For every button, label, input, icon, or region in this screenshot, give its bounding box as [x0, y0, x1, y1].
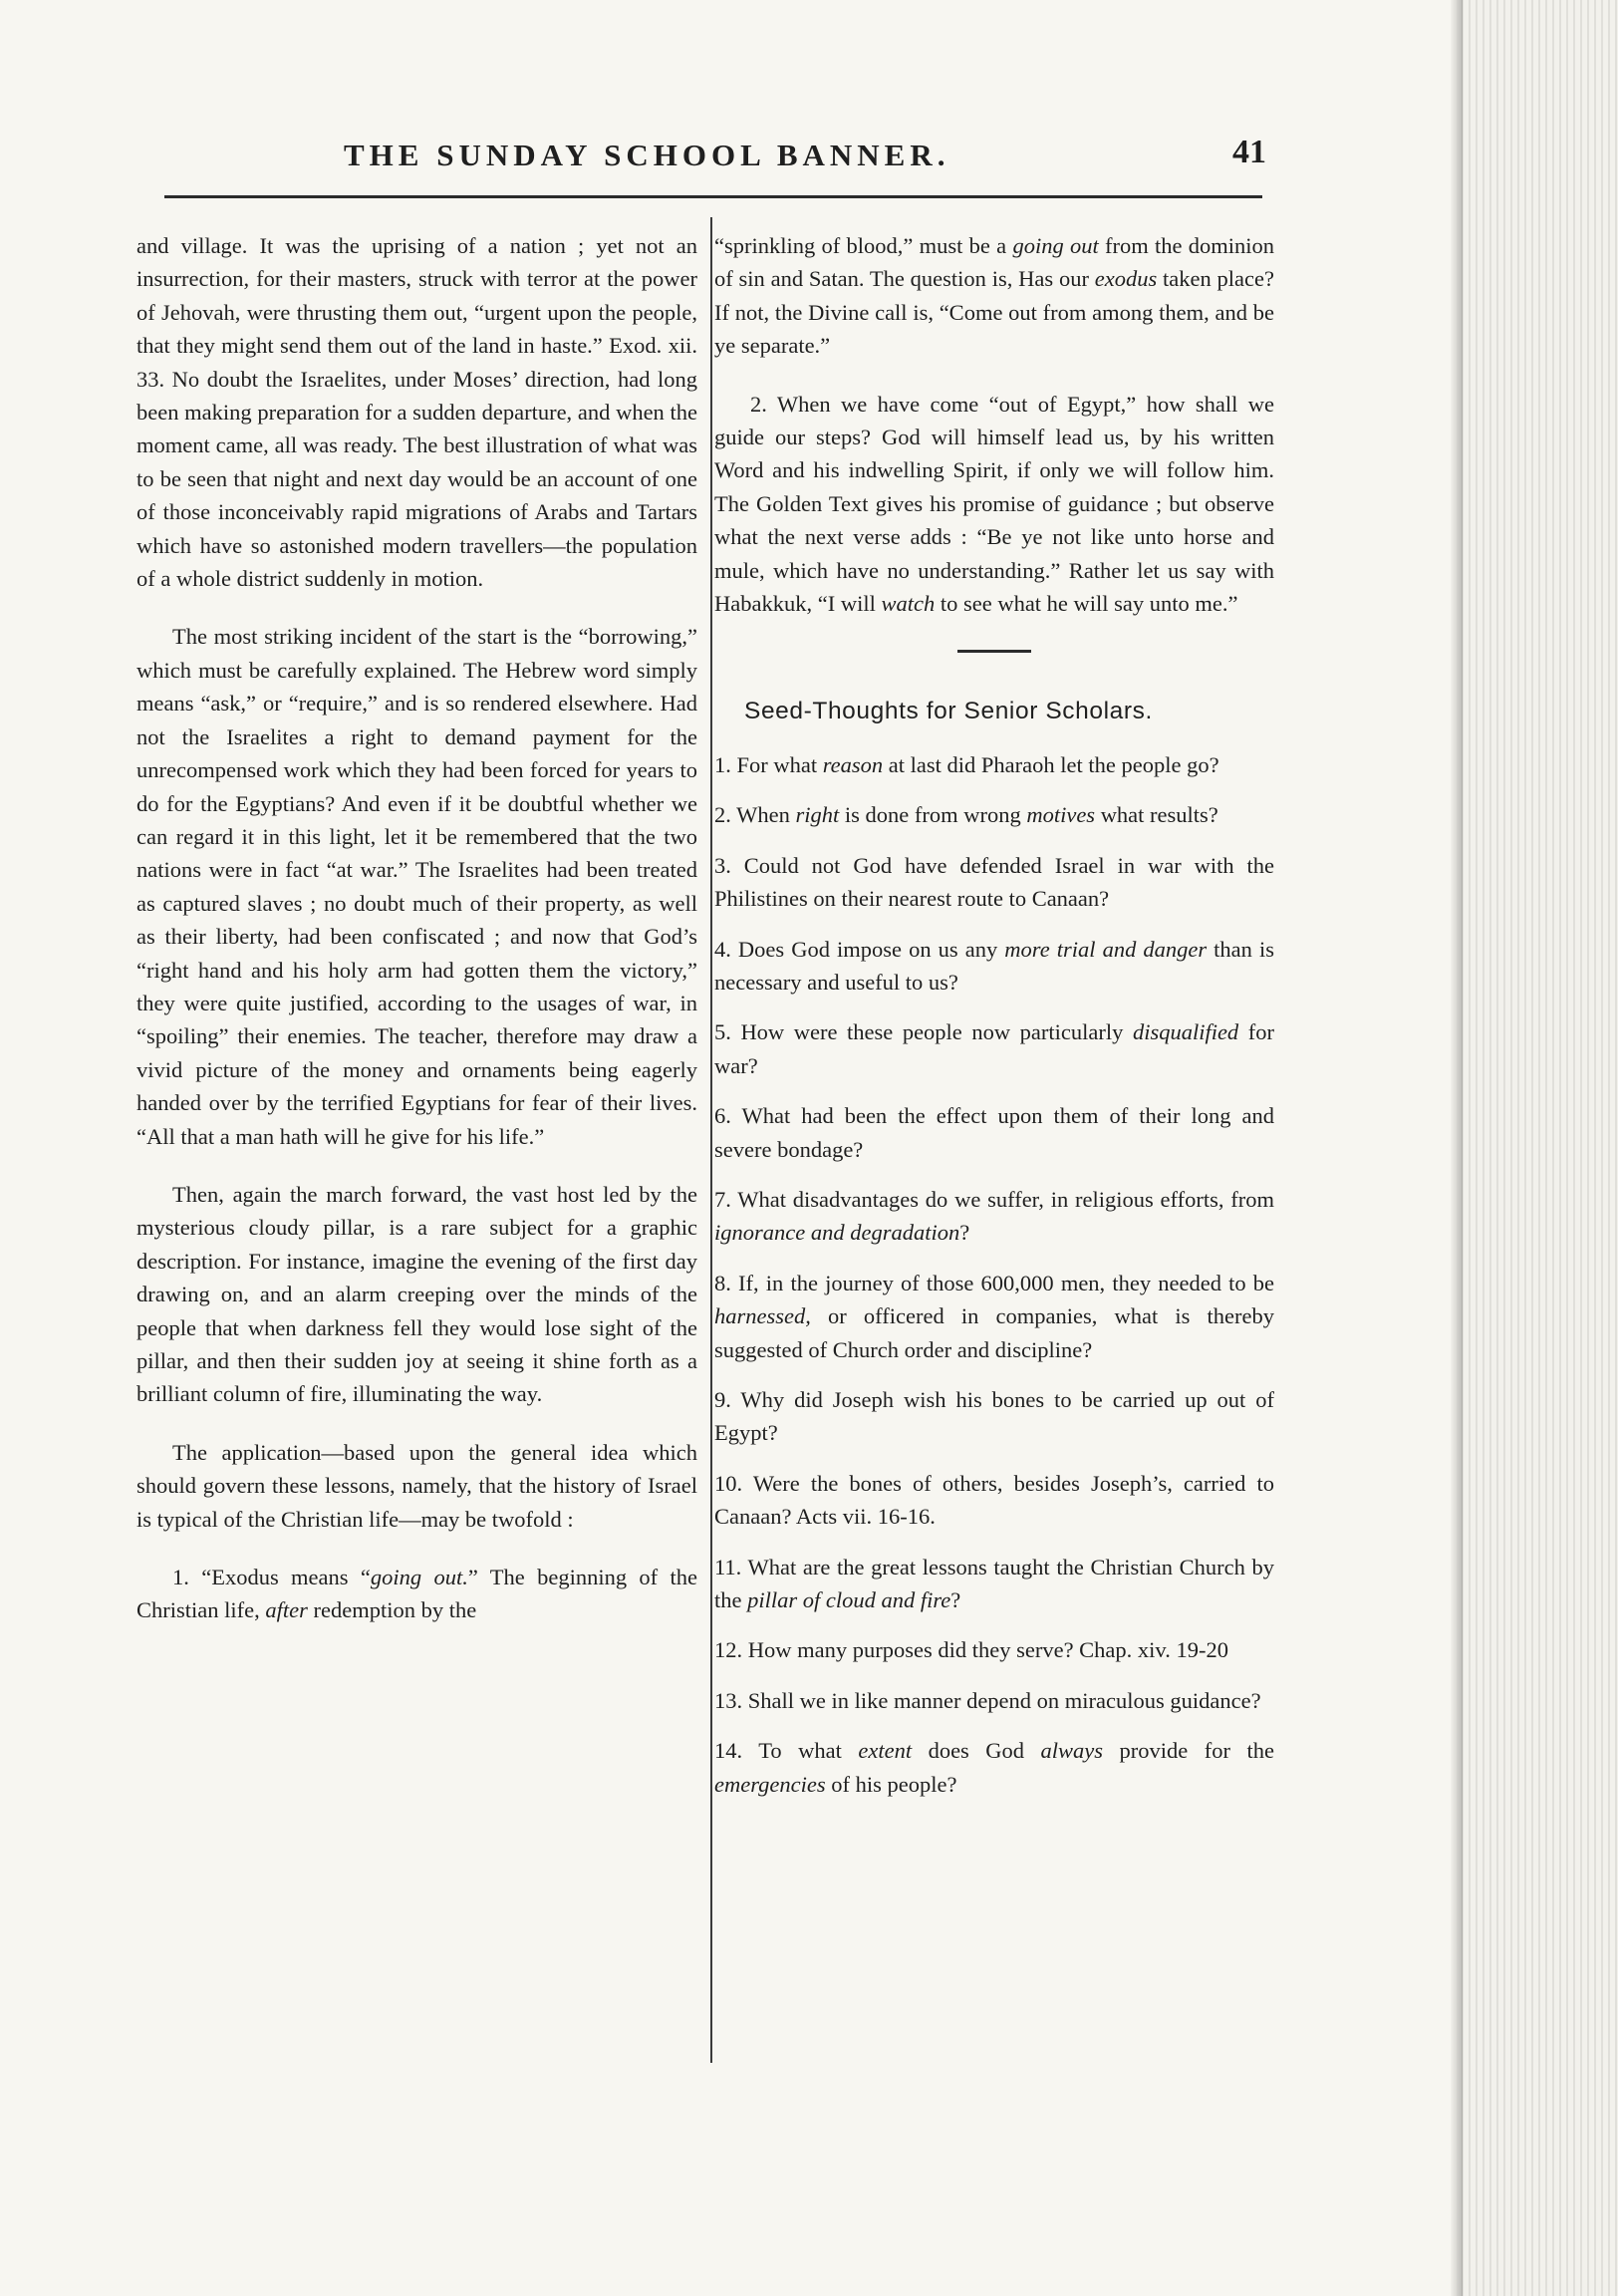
text-run: for war? — [714, 1019, 1274, 1078]
italic-run: reason — [822, 751, 884, 777]
italic-run: ignorance and degradation — [714, 1220, 960, 1246]
text-run: 13. Shall we in like manner depend on miraculous guidance? — [714, 1687, 1261, 1713]
page-header — [0, 134, 1457, 177]
header-rule — [164, 195, 1262, 198]
italic-run: going out — [1012, 233, 1099, 258]
text-run: than is necessary and useful to us? — [714, 936, 1274, 995]
paragraph — [714, 388, 1274, 621]
italic-run: pillar of cloud and fire — [747, 1587, 951, 1612]
section-heading: Seed-Thoughts for Senior Scholars. — [744, 698, 1153, 725]
question-item — [714, 1015, 1274, 1082]
italic-run: exodus — [1094, 266, 1158, 292]
text-run: does God — [912, 1738, 1041, 1764]
left-column — [136, 229, 697, 1652]
page-number: 41 — [1232, 134, 1266, 170]
paragraph: The application—based upon the general idea which should govern these lessons, namely, that the history of Israel is typical of the Christian life—may be twofold : — [136, 1439, 697, 1532]
text-run: of his people? — [825, 1771, 957, 1797]
text-run: 5. How were these people now particularly — [714, 1019, 1133, 1045]
question-item — [714, 798, 1274, 831]
question-item — [714, 1551, 1274, 1617]
question-item — [714, 849, 1274, 916]
paragraph — [136, 1561, 697, 1627]
text-run: what results? — [1095, 802, 1218, 828]
question-item — [714, 1383, 1274, 1450]
text-run: 2. When — [714, 802, 796, 828]
column-divider — [710, 217, 712, 2063]
italic-run: harnessed, — [714, 1303, 811, 1329]
italic-run: after — [265, 1597, 308, 1623]
text-run: taken place? If not, the Divine call is, “Come out from among them, and be ye separate.” — [714, 266, 1274, 359]
text-run: from the dominion of sin and Satan. The question is, Has our — [714, 233, 1274, 292]
book-page-edges — [1457, 0, 1618, 2296]
text-run: at last did Pharaoh let the people go? — [883, 751, 1219, 777]
text-run: 9. Why did Joseph wish his bones to be carried up out of Egypt? — [714, 1386, 1274, 1446]
text-run: provide for the — [1103, 1738, 1274, 1764]
italic-run: motives — [1026, 802, 1096, 828]
question-item — [714, 1734, 1274, 1801]
text-run: or officered in companies, what is thereby suggested of Church order and discipline? — [714, 1303, 1274, 1362]
section-rule — [957, 650, 1031, 653]
paragraph: Then, again the march forward, the vast host led by the mysterious cloudy pillar, is a rare subject for a graphic description. For instance, imagine the evening of the first day drawing on, and an alarm creeping over the minds of the people that when darkness fell they would lose sight of the pillar, and then their sudden joy at seeing it shine forth as a brilliant column of fire, illuminating the way. — [136, 1181, 697, 1407]
text-run: 10. Were the bones of others, besides Joseph’s, carried to Canaan? Acts vii. 16-16. — [714, 1470, 1274, 1530]
italic-run: more trial and danger — [1004, 936, 1208, 962]
question-item — [714, 933, 1274, 1000]
paragraph: and village. It was the uprising of a nation ; yet not an insurrection, for their masters, struck with terror at the power of Jehovah, were thrusting them out, “urgent upon the people, that they might send them out of the land in haste.” Exod. xii. 33. No doubt the Israelites, under Moses’ direction, had long been making preparation for a sudden departure, and when the moment came, all was ready. The best illustration of what was to be seen that night and next day would be an account of one of those inconceivably rapid migrations of Arabs and Tartars which have so astonished modern travellers—the population of a whole district suddenly in motion. — [136, 233, 697, 592]
page-edge-shadow — [1451, 0, 1463, 2296]
right-column — [714, 229, 1274, 1818]
text-run: 12. How many purposes did they serve? Chap. xiv. 19-20 — [714, 1637, 1228, 1663]
paragraph: The most striking incident of the start is the “borrowing,” which must be carefully explained. The Hebrew word simply means “ask,” or “require,” and is so rendered elsewhere. Had not the Israelites a right to demand payment for the unrecompensed work which they had been forced for years to do for the Egyptians? And even if it be doubtful whether we can regard it in this light, let it be remembered that the two nations were in fact “at war.” The Israelites had been treated as captured slaves ; no doubt much of their property, as well as their liberty, had been confiscated ; and now that God’s “right hand and his holy arm had gotten them the victory,” they were quite justified, according to the usages of war, in “spoiling” their enemies. The teacher, therefore may draw a vivid picture of the money and ornaments being eagerly handed over by the terrified Egyptians for fear of their lives. “All that a man hath will he give for his life.” — [136, 624, 697, 1149]
text-run: ? — [950, 1587, 961, 1612]
question-item — [714, 1467, 1274, 1534]
paragraph — [714, 229, 1274, 363]
question-item — [714, 1684, 1274, 1717]
italic-run: disqualified — [1132, 1019, 1239, 1045]
text-run: 8. If, in the journey of those 600,000 men, they needed to be — [714, 1270, 1274, 1295]
question-item — [714, 748, 1274, 781]
question-item — [714, 1099, 1274, 1166]
text-run: redemption by the — [307, 1597, 477, 1623]
text-run: “sprinkling of blood,” must be a — [714, 233, 1013, 258]
text-run: 4. Does God impose on us any — [714, 936, 1005, 962]
text-run: is done from wrong — [839, 802, 1027, 828]
text-run: 14. To what — [714, 1738, 859, 1764]
text-run: 1. “Exodus means “ — [172, 1565, 371, 1590]
text-run: to see what he will say unto me.” — [935, 591, 1238, 617]
text-run: 11. What are the great lessons taught the Christian Church by the — [714, 1554, 1274, 1612]
italic-run: emergencies — [714, 1771, 826, 1797]
question-item — [714, 1633, 1274, 1666]
text-run: ” The beginning of the Christian life, — [136, 1565, 697, 1623]
italic-run: right — [795, 802, 840, 828]
text-run: 6. What had been the effect upon them of their long and severe bondage? — [714, 1103, 1274, 1162]
text-run: 1. For what — [714, 751, 823, 777]
text-run: 3. Could not God have defended Israel in war with the Philistines on their nearest route to Canaan? — [714, 852, 1274, 912]
question-item — [714, 1183, 1274, 1250]
text-run: 2. When we have come “out of Egypt,” how shall we guide our steps? God will himself lead us, by his written Word and his indwelling Spirit, if only we will follow him. The Golden Text gives his promise of guidance ; but observe what the next verse adds : “Be ye not like unto horse and mule, which have no understanding.” Rather let us say with Habakkuk, “I will — [714, 391, 1274, 617]
italic-run: watch — [881, 591, 936, 617]
text-run: ? — [959, 1220, 970, 1246]
running-title: THE SUNDAY SCHOOL BANNER. — [344, 138, 950, 172]
text-run: 7. What disadvantages do we suffer, in religious efforts, from — [714, 1186, 1274, 1212]
italic-run: always — [1040, 1738, 1104, 1764]
question-item — [714, 1267, 1274, 1366]
italic-run: going out. — [370, 1565, 468, 1590]
italic-run: extent — [858, 1738, 913, 1764]
